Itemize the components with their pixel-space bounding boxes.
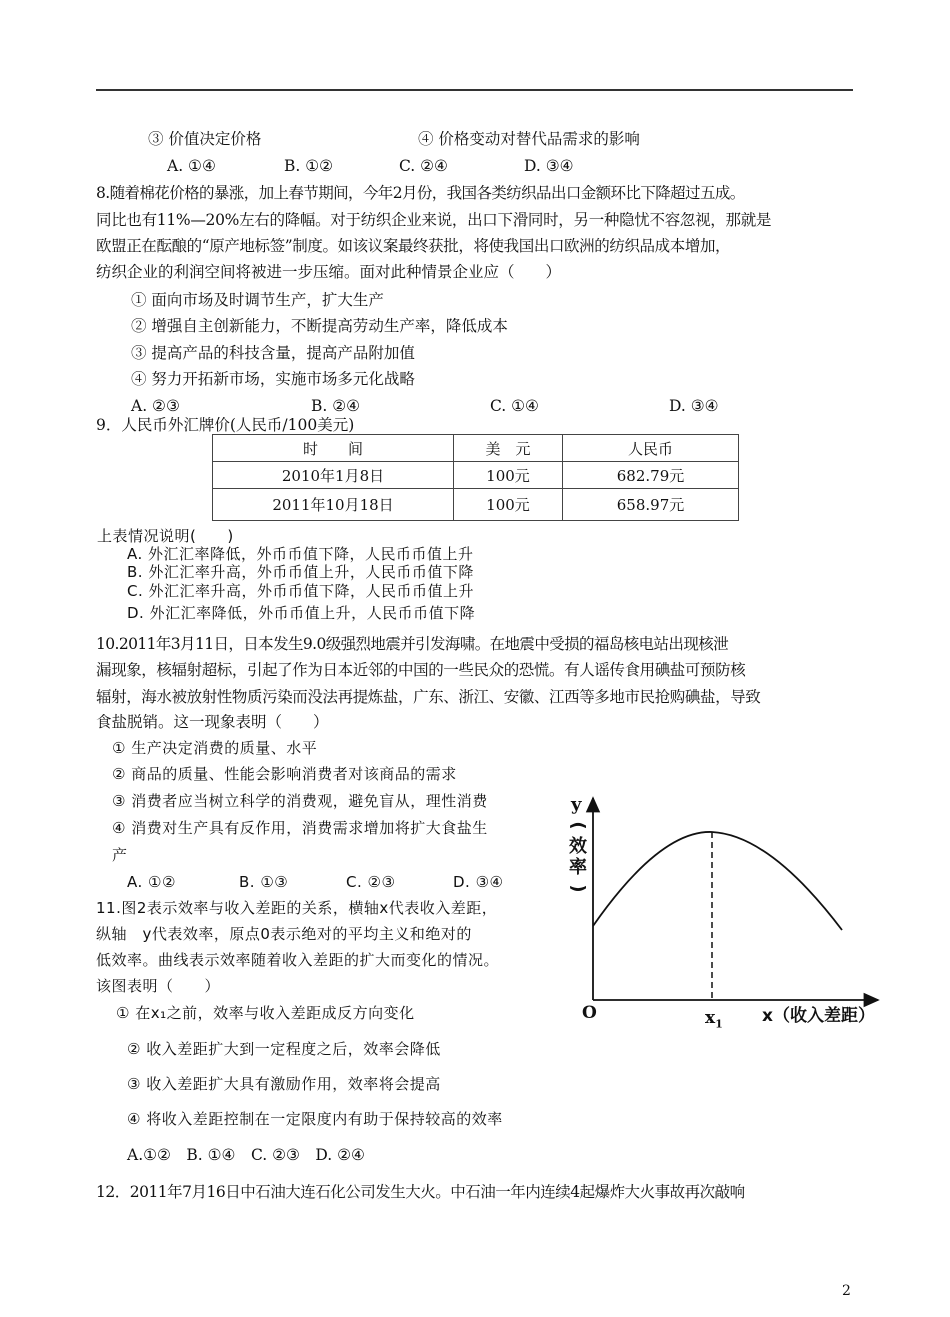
q10-option-d: D. ③④ [453, 873, 504, 891]
table-cell: 2011年10月18日 [213, 489, 454, 521]
table-cell: 658.97元 [563, 489, 739, 521]
q7-option-a: A. ①④ [167, 157, 216, 175]
q11-line-3: 低效率。曲线表示效率随着收入差距的扩大而变化的情况。 [96, 951, 500, 969]
header-rule [96, 89, 853, 91]
q10-option-b: B. ①③ [239, 873, 289, 891]
q8-item-4: ④ 努力开拓新市场，实施市场多元化战略 [131, 370, 415, 388]
table-header-cell: 美 元 [454, 435, 563, 462]
q11-item-1: ① 在x₁之前，效率与收入差距成反方向变化 [116, 1004, 415, 1022]
origin-label: O [582, 1003, 597, 1023]
q8-line-4: 纺织企业的利润空间将被进一步压缩。面对此种情景企业应（ ） [96, 263, 562, 281]
table-row [213, 489, 739, 521]
q7-item-3: ③ 价值决定价格 [148, 130, 262, 148]
q10-option-c: C. ②③ [346, 873, 396, 891]
q10-line-1: 10.2011年3月11日，日本发生9.0级强烈地震并引发海啸。在地震中受损的福岛核电站出现核泄 [96, 635, 729, 653]
q10-item-1: ① 生产决定消费的质量、水平 [112, 739, 318, 757]
q11-line-2: 纵轴 y代表效率，原点0表示绝对的平均主义和绝对的 [96, 925, 472, 943]
q10-line-4: 食盐脱销。这一现象表明（ ） [96, 713, 329, 731]
efficiency-curve [593, 832, 842, 930]
q11-item-2: ② 收入差距扩大到一定程度之后，效率会降低 [127, 1040, 441, 1058]
q8-option-b: B. ②④ [311, 397, 361, 415]
q7-option-c: C. ②④ [399, 157, 448, 175]
q8-line-3: 欧盟正在酝酿的“原产地标签”制度。如该议案最终获批，将使我国出口欧洲的纺织品成本增加， [96, 237, 731, 255]
q9-title: 9．人民币外汇牌价(人民币/100美元) [96, 416, 355, 434]
x-axis-label: x（收入差距） [762, 1006, 875, 1026]
q10-option-a: A. ①② [127, 873, 176, 891]
exchange-rate-table [212, 434, 739, 521]
q11-options: A.①② B. ①④ C. ②③ D. ②④ [127, 1146, 365, 1164]
x1-label: $x_1$ [705, 1008, 723, 1031]
q10-item-3: ③ 消费者应当树立科学的消费观，避免盲从，理性消费 [112, 792, 488, 810]
q8-option-a: A. ②③ [131, 397, 180, 415]
q8-line-2: 同比也有11%—20%左右的降幅。对于纺织企业来说，出口下滑同时，另一种隐忧不容忽视，那就是 [96, 211, 772, 229]
q8-item-3: ③ 提高产品的科技含量，提高产品附加值 [131, 344, 415, 362]
table-header-row [213, 435, 739, 462]
y-axis-label: y [571, 794, 582, 815]
table-cell: 2010年1月8日 [213, 462, 454, 489]
efficiency-income-gap-figure [560, 780, 900, 1040]
q8-item-1: ① 面向市场及时调节生产，扩大生产 [131, 291, 384, 309]
q7-item-4: ④ 价格变动对替代品需求的影响 [418, 130, 640, 148]
q11-item-4: ④ 将收入差距控制在一定限度内有助于保持较高的效率 [127, 1110, 503, 1128]
q8-item-2: ② 增强自主创新能力，不断提高劳动生产率，降低成本 [131, 317, 508, 335]
q11-item-3: ③ 收入差距扩大具有激励作用，效率将会提高 [127, 1075, 441, 1093]
table-cell: 100元 [454, 462, 563, 489]
q7-option-b: B. ①② [284, 157, 334, 175]
q12-line-1: 12．2011年7月16日中石油大连石化公司发生大火。中石油一年内连续4起爆炸大火事故再次敲响 [96, 1183, 745, 1201]
table-header-cell: 时 间 [213, 435, 454, 462]
q9-option-a: A. 外汇汇率降低，外币币值下降，人民币币值上升 [127, 545, 474, 563]
q9-prompt: 上表情况说明( ) [97, 527, 234, 545]
q8-option-c: C. ①④ [490, 397, 539, 415]
q11-line-4: 该图表明（ ） [96, 977, 221, 995]
q8-line-1: 8.随着棉花价格的暴涨，加上春节期间，今年2月份，我国各类纺织品出口金额环比下降超过五成。 [96, 184, 745, 202]
table-cell: 100元 [454, 489, 563, 521]
q10-item-4-cont: 产 [112, 846, 128, 864]
q8-option-d: D. ③④ [669, 397, 719, 415]
table-cell: 682.79元 [563, 462, 739, 489]
y-axis-label-cn: ( 效 率 ) [567, 821, 589, 893]
q9-option-c: C. 外汇汇率升高，外币币值下降，人民币币值上升 [127, 582, 475, 600]
q10-item-2: ② 商品的质量、性能会影响消费者对该商品的需求 [112, 765, 457, 783]
q7-option-d: D. ③④ [524, 157, 574, 175]
q10-item-4: ④ 消费对生产具有反作用，消费需求增加将扩大食盐生 [112, 819, 488, 837]
q11-line-1: 11.图2表示效率与收入差距的关系，横轴x代表收入差距， [96, 899, 498, 917]
q10-line-3: 辐射，海水被放射性物质污染而没法再提炼盐，广东、浙江、安徽、江西等多地市民抢购碘盐，导致 [96, 688, 761, 706]
table-header-cell: 人民币 [563, 435, 739, 462]
table-row [213, 462, 739, 489]
page-number: 2 [842, 1283, 851, 1299]
q9-option-d: D. 外汇汇率降低，外币币值上升，人民币币值下降 [127, 604, 476, 622]
q10-line-2: 漏现象，核辐射超标，引起了作为日本近邻的中国的一些民众的恐慌。有人谣传食用碘盐可预防核 [96, 661, 746, 679]
q9-option-b: B. 外汇汇率升高，外币币值上升，人民币币值下降 [127, 563, 474, 581]
